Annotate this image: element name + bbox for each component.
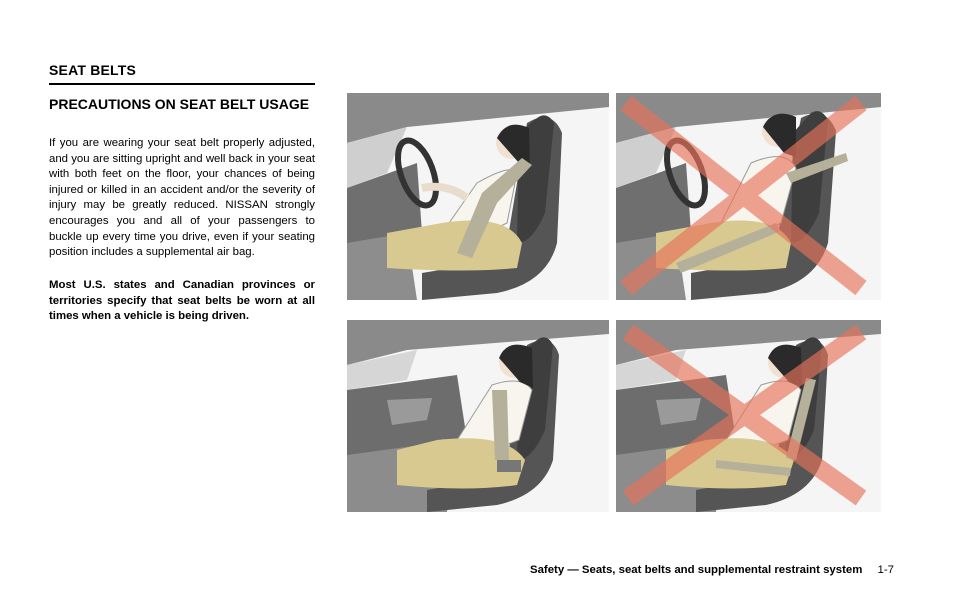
illustration-correct-driver <box>347 93 609 300</box>
page-footer <box>530 564 894 576</box>
section-title: SEAT BELTS <box>49 62 137 78</box>
subsection-title: PRECAUTIONS ON SEAT BELT USAGE <box>49 96 310 112</box>
warning-paragraph: Most U.S. states and Canadian provinces or territories specify that seat belts be worn at all times when a vehicle is being driven. <box>49 279 315 323</box>
illustration-incorrect-passenger <box>616 320 881 512</box>
page-number: 1-7 <box>877 564 894 576</box>
footer-chapter: Safety — Seats, seat belts and supplemental restraint system <box>530 564 863 576</box>
section-divider <box>49 83 315 85</box>
illustration-correct-passenger <box>347 320 609 512</box>
body-paragraph: If you are wearing your seat belt properly adjusted, and you are sitting upright and well back in your seat with both feet on the floor, your chances of being injured or killed in an accident and/or the severity of injury may be greatly reduced. NISSAN strongly encourages you and all of your passengers to buckle up every time you drive, even if your seating position includes a supplemental air bag. <box>49 137 315 259</box>
illustration-incorrect-driver <box>616 93 881 300</box>
